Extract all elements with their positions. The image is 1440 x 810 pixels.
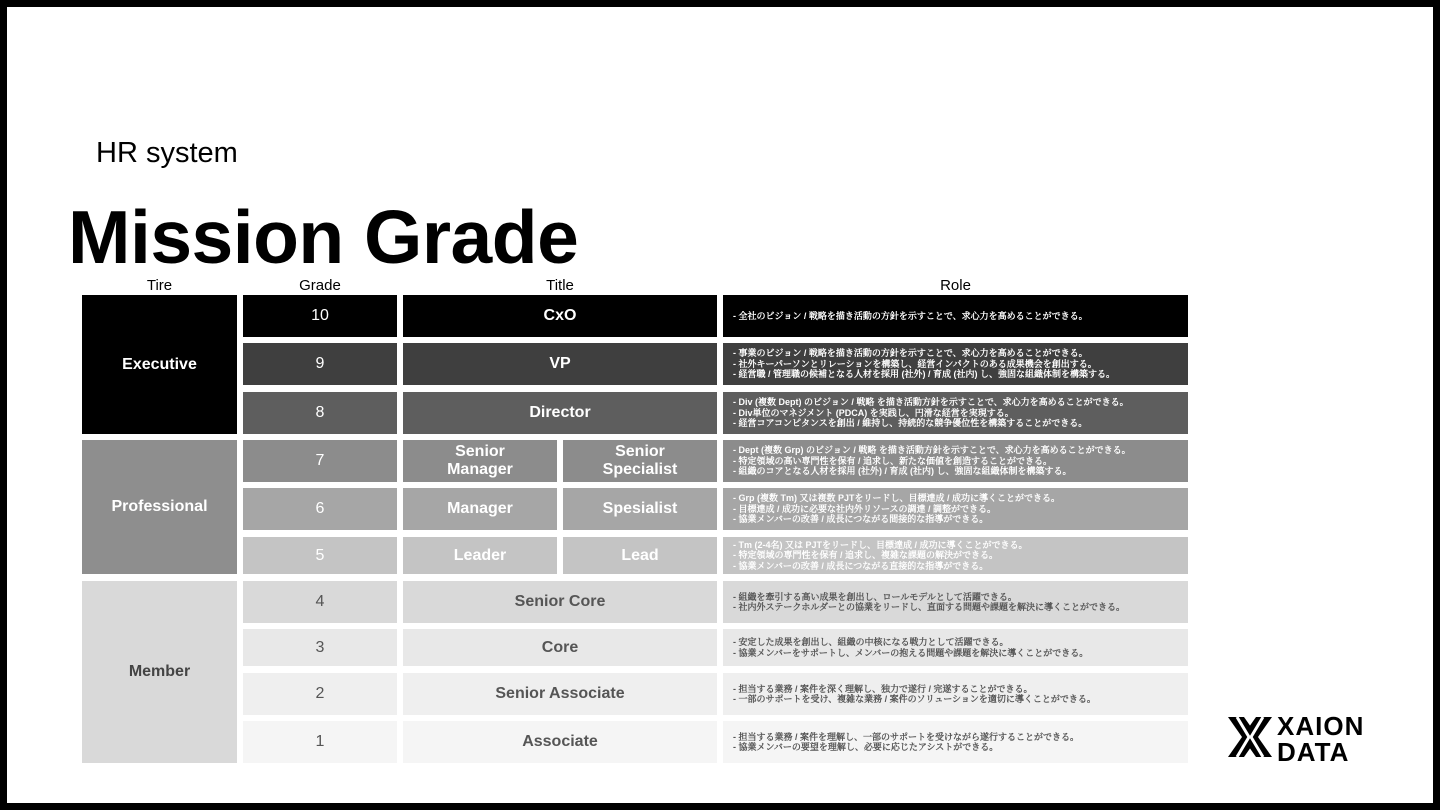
- role-line: - Tm (2-4名) 又は PJTをリードし、目標達成 / 成功に導くことができる。: [733, 539, 1028, 550]
- grade-cell: 4: [243, 581, 397, 623]
- role-cell: [723, 440, 1188, 482]
- tier-member: Member: [82, 581, 237, 763]
- title-cell: Core: [403, 629, 717, 666]
- title-cell-specialist-track: Lead: [563, 537, 717, 574]
- grade-cell: 10: [243, 295, 397, 337]
- role-line: - 協業メンバーの改善 / 成長につながる直接的な指導ができる。: [733, 560, 989, 571]
- title-cell-manager-track: Senior Manager: [403, 440, 557, 482]
- xaion-logo-icon: [1225, 712, 1275, 762]
- grade-cell: 5: [243, 537, 397, 574]
- column-header-grade: Grade: [299, 277, 341, 294]
- role-line: - 協業メンバーの改善 / 成長につながる間接的な指導ができる。: [733, 514, 989, 525]
- role-line: - 社内外ステークホルダーとの協業をリードし、直面する問題や課題を解決に導くことができる。: [733, 602, 1125, 612]
- title-cell: Director: [403, 392, 717, 434]
- role-line: - 協業メンバーの要望を理解し、必要に応じたアシストができる。: [733, 742, 999, 752]
- role-line: - 担当する業務 / 案件を深く理解し、独力で遂行 / 完遂することができる。: [733, 683, 1033, 694]
- role-line: - 経営職 / 管理職の候補となる人材を採用 (社外) / 育成 (社内) し、強固な組織体制を構築する。: [733, 369, 1115, 380]
- role-line: - 担当する業務 / 案件を理解し、一部のサポートを受けながら遂行することができる。: [733, 731, 1080, 742]
- role-line: - 特定領域の高い専門性を保有 / 追求し、新たな価値を創造することができる。: [733, 455, 1053, 466]
- slide: [7, 7, 1433, 803]
- role-line: - 目標達成 / 成功に必要な社内外リソースの調達 / 調整ができる。: [733, 503, 997, 514]
- column-header-title: Title: [546, 277, 574, 294]
- title-cell-manager-track: Leader: [403, 537, 557, 574]
- role-line: - 組織を牽引する高い成果を創出し、ロールモデルとして活躍できる。: [733, 591, 1017, 602]
- grade-cell: 7: [243, 440, 397, 482]
- title-cell-specialist-track: Senior Specialist: [563, 440, 717, 482]
- role-line: - Div単位のマネジメント (PDCA) を実践し、円滑な経営を実現する。: [733, 407, 1014, 418]
- grade-cell: 6: [243, 488, 397, 530]
- title-cell: Senior Core: [403, 581, 717, 623]
- role-line: - 安定した成果を創出し、組織の中核になる戦力として活躍できる。: [733, 637, 1009, 647]
- role-cell: [723, 295, 1188, 337]
- xaion-data-logo: [1225, 711, 1393, 767]
- title-cell-manager-track: Manager: [403, 488, 557, 530]
- grade-cell: 2: [243, 673, 397, 715]
- role-line: - 社外キーパーソンとリレーションを構築し、経営インパクトのある成果機会を創出する。: [733, 358, 1097, 369]
- grade-cell: 9: [243, 343, 397, 385]
- role-cell: [723, 673, 1188, 715]
- role-line: - 経営コアコンピタンスを創出 / 維持し、持続的な競争優位性を構築することができる。: [733, 418, 1088, 429]
- title-cell-specialist-track: Spesialist: [563, 488, 717, 530]
- role-cell: [723, 392, 1188, 434]
- role-line: - Dept (複数 Grp) のビジョン / 戦略 を描き活動方針を示すことで、求心力を高めることができる。: [733, 445, 1131, 456]
- role-cell: [723, 488, 1188, 530]
- role-line: - 特定領域の専門性を保有 / 追求し、複雑な課題の解決ができる。: [733, 550, 999, 561]
- role-line: - Grp (複数 Tm) 又は複数 PJTをリードし、目標達成 / 成功に導くことができる。: [733, 493, 1061, 504]
- role-cell: [723, 629, 1188, 666]
- grade-cell: 3: [243, 629, 397, 666]
- tier-executive: Executive: [82, 295, 237, 434]
- title-cell: Senior Associate: [403, 673, 717, 715]
- role-line: - 事業のビジョン / 戦略を描き活動の方針を示すことで、求心力を高めることができる。: [733, 348, 1088, 359]
- title-cell: Associate: [403, 721, 717, 763]
- logo-text-line1: XAION: [1277, 711, 1365, 741]
- logo-text-line2: DATA: [1277, 737, 1350, 767]
- role-line: - 全社のビジョン / 戦略を描き活動の方針を示すことで、求心力を高めることができる。: [733, 310, 1088, 321]
- title-cell: VP: [403, 343, 717, 385]
- tier-professional: Professional: [82, 440, 237, 574]
- role-line: - 協業メンバーをサポートし、メンバーの抱える問題や課題を解決に導くことができる。: [733, 647, 1089, 658]
- role-line: - Div (複数 Dept) のビジョン / 戦略 を描き活動方針を示すことで、求心力を高めることができる。: [733, 397, 1129, 408]
- grade-cell: 1: [243, 721, 397, 763]
- role-cell: [723, 721, 1188, 763]
- grade-cell: 8: [243, 392, 397, 434]
- role-cell: [723, 537, 1188, 574]
- page-subtitle: HR system: [96, 137, 238, 169]
- page-title: Mission Grade: [68, 195, 579, 279]
- role-line: - 一部のサポートを受け、複雑な業務 / 案件のソリューションを適切に導くことができる。: [733, 694, 1096, 704]
- column-header-tire: Tire: [146, 277, 173, 294]
- role-line: - 組織のコアとなる人材を採用 (社外) / 育成 (社内) し、強固な組織体制を構築する。: [733, 466, 1072, 477]
- title-cell: CxO: [403, 295, 717, 337]
- role-cell: [723, 343, 1188, 385]
- column-header-role: Role: [940, 277, 971, 294]
- role-cell: [723, 581, 1188, 623]
